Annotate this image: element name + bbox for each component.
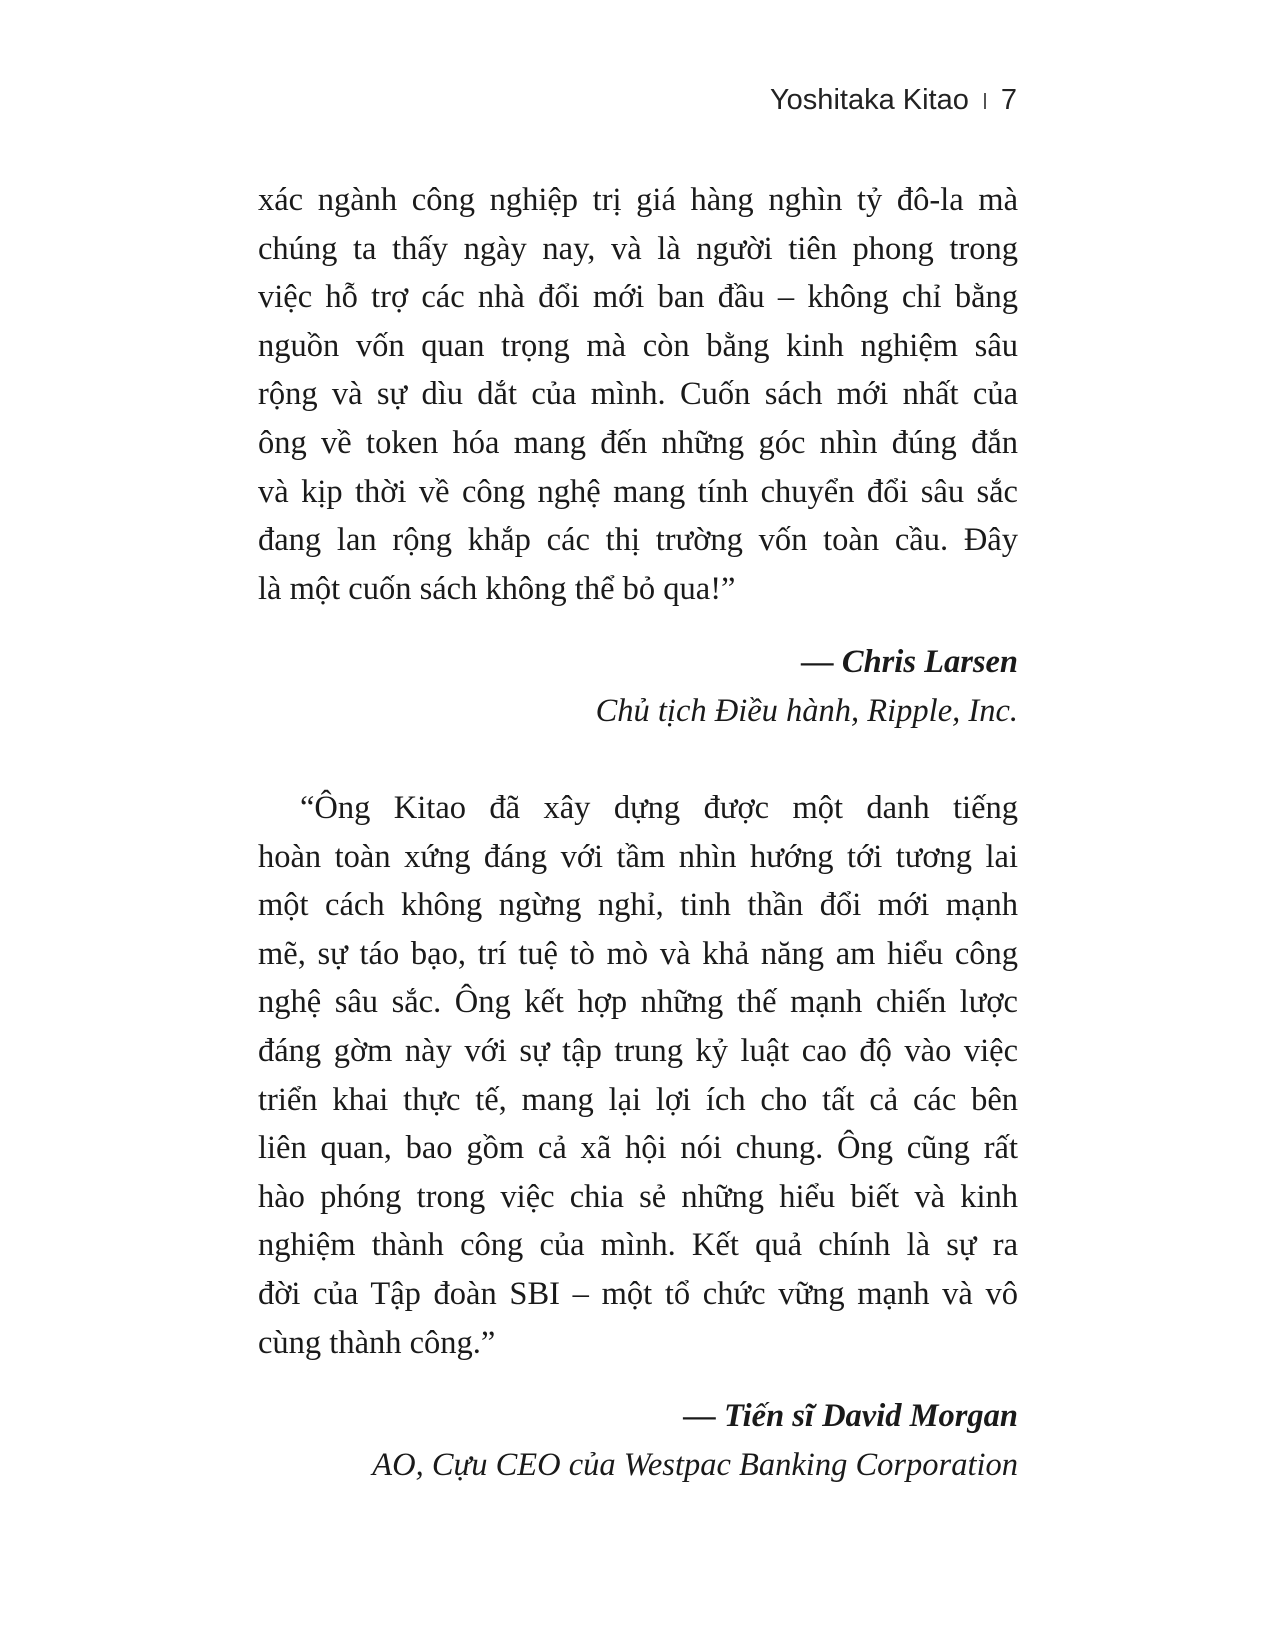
attribution-role: AO, Cựu CEO của Westpac Banking Corporation [372,1446,1018,1483]
quote-david-morgan [258,784,1018,1367]
text-line: rộng và sự dìu dắt của mình. Cuốn sách mới nhất của [258,376,1018,413]
text-line: nghệ sâu sắc. Ông kết hợp những thế mạnh chiến lược [258,984,1018,1021]
attribution-name: — Tiến sĩ David Morgan [683,1398,1018,1434]
text-line: “Ông Kitao đã xây dựng được một danh tiếng [300,790,1018,826]
header-separator [984,93,986,109]
text-line: ông về token hóa mang đến những góc nhìn đúng đắn [258,424,1018,461]
text-line: cùng thành công.” [258,1324,496,1361]
text-line: đời của Tập đoàn SBI – một tổ chức vững mạnh và vô [258,1275,1018,1312]
text-line: triển khai thực tế, mang lại lợi ích cho tất cả các bên [258,1081,1018,1118]
text-line: và kịp thời về công nghệ mang tính chuyển đổi sâu sắc [258,473,1018,510]
text-line: hào phóng trong việc chia sẻ những hiểu biết và kinh [258,1178,1018,1215]
text-line: xác ngành công nghiệp trị giá hàng nghìn tỷ đô-la mà [258,182,1018,218]
attribution-role: Chủ tịch Điều hành, Ripple, Inc. [595,692,1018,729]
attribution-name: — Chris Larsen [801,644,1018,680]
text-line: hoàn toàn xứng đáng với tầm nhìn hướng tới tương lai [258,838,1018,875]
page-number: 7 [1000,84,1017,116]
text-line: việc hỗ trợ các nhà đổi mới ban đầu – không chỉ bằng [258,279,1018,316]
text-line: nghiệm thành công của mình. Kết quả chính là sự ra [258,1227,1018,1264]
quote-paragraph [258,176,1018,613]
text-line: liên quan, bao gồm cả xã hội nói chung. Ông cũng rất [258,1130,1018,1167]
text-line: một cách không ngừng nghỉ, tinh thần đổi mới mạnh [258,887,1018,924]
running-header [770,84,1017,117]
header-author: Yoshitaka Kitao [770,84,969,116]
quote-chris-larsen [258,176,1018,613]
text-line: đang lan rộng khắp các thị trường vốn toàn cầu. Đây [258,522,1018,559]
text-line: là một cuốn sách không thể bỏ qua!” [258,570,736,607]
text-line: chúng ta thấy ngày nay, và là người tiên phong trong [258,230,1018,267]
text-line: mẽ, sự táo bạo, trí tuệ tò mò và khả năng am hiểu công [258,935,1018,972]
attribution-david-morgan [372,1392,1018,1489]
attribution-chris-larsen [596,638,1018,735]
text-line: đáng gờm này với sự tập trung kỷ luật cao độ vào việc [258,1032,1018,1069]
text-line: nguồn vốn quan trọng mà còn bằng kinh nghiệm sâu [258,327,1018,364]
quote-paragraph [258,784,1018,1367]
